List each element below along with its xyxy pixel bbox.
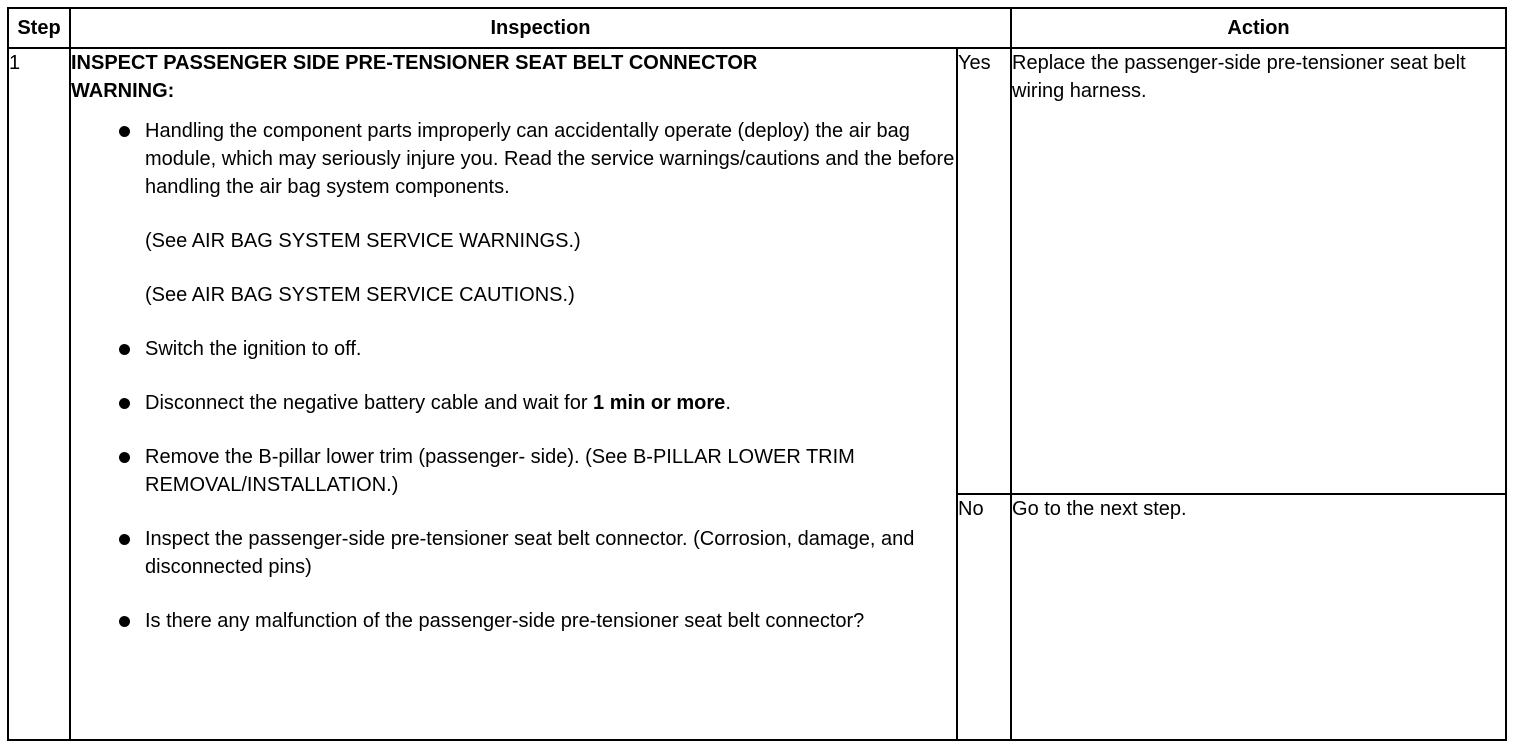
yes-label: Yes xyxy=(957,48,1011,494)
inspection-title: INSPECT PASSENGER SIDE PRE-TENSIONER SEAT BELT CONNECTOR xyxy=(71,52,758,74)
no-action: Go to the next step. xyxy=(1011,494,1506,740)
see-warnings-ref: (See AIR BAG SYSTEM SERVICE WARNINGS.) xyxy=(145,230,581,252)
ignition-step-text: Switch the ignition to off. xyxy=(145,338,362,360)
action-header: Action xyxy=(1011,8,1506,48)
inspection-header: Inspection xyxy=(70,8,1011,48)
bullet-icon xyxy=(119,344,130,355)
diagnostic-table xyxy=(7,7,1507,741)
list-item xyxy=(113,335,956,363)
wait-duration: 1 min or more xyxy=(593,392,726,414)
step-header: Step xyxy=(8,8,70,48)
yes-action: Replace the passenger-side pre-tensioner seat belt wiring harness. xyxy=(1011,48,1506,494)
no-label: No xyxy=(957,494,1011,740)
list-item xyxy=(113,525,956,581)
bullet-icon xyxy=(119,126,130,137)
bullet-icon xyxy=(119,616,130,627)
question-text: Is there any malfunction of the passenger-side pre-tensioner seat belt connector? xyxy=(145,610,865,632)
warning-text: Handling the component parts improperly can accidentally operate (deploy) the air bag module, which may seriously injure you. Read the service warnings/cautions and the before handling the air bag system components. xyxy=(145,120,955,198)
step-row-yes xyxy=(8,48,1506,494)
battery-step-end: . xyxy=(725,392,731,414)
bullet-icon xyxy=(119,398,130,409)
list-item xyxy=(113,117,956,309)
bullet-icon xyxy=(119,452,130,463)
step-number: 1 xyxy=(8,48,70,740)
list-item xyxy=(113,607,956,635)
header-row xyxy=(8,8,1506,48)
see-cautions-ref: (See AIR BAG SYSTEM SERVICE CAUTIONS.) xyxy=(145,284,575,306)
battery-step-text: Disconnect the negative battery cable and wait for xyxy=(145,392,594,414)
trim-step-text: Remove the B-pillar lower trim (passenger- side). (See B-PILLAR LOWER TRIM REMOVAL/INSTALLATION.) xyxy=(145,446,855,496)
list-item xyxy=(113,389,956,417)
warning-label: WARNING: xyxy=(71,80,175,102)
inspect-step-text: Inspect the passenger-side pre-tensioner seat belt connector. (Corrosion, damage, and disconnected pins) xyxy=(145,528,915,578)
procedure-list xyxy=(71,117,956,635)
list-item xyxy=(113,443,956,499)
bullet-icon xyxy=(119,534,130,545)
inspection-cell xyxy=(70,48,957,740)
